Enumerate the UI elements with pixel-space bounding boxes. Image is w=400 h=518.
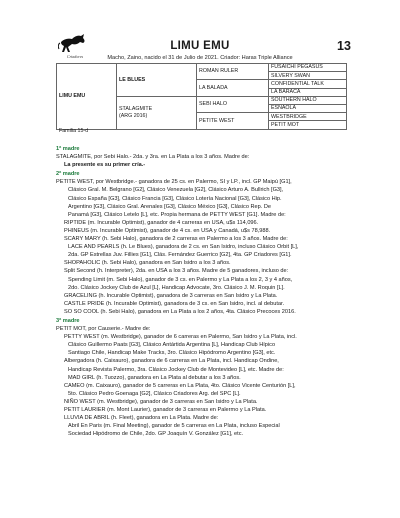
- text-line: 2da. GP Estrellas Juv. Fillies [G1], Clás. Fernández Guerrico [G2], 4ta. GP Criadores [G1].: [68, 252, 292, 259]
- text-line: MAD GIRL (h. Tuozzo), ganadora en La Plata al debutar a los 3 años.: [68, 374, 241, 381]
- text-line: PHINEUS (m. Incurable Optimist), ganador de 4 cs. en USA y Canadá, u$s 78,988.: [64, 227, 271, 234]
- ancestor-cell: CONFIDENTIAL TALK: [269, 80, 347, 88]
- third-dam-record: [56, 325, 348, 438]
- text-line: RIPTIDE (m. Incurable Optimist), ganador de 4 carreras en USA, u$s 114,096.: [64, 219, 259, 226]
- ancestor-cell: FUSAICHI PEGASUS: [269, 64, 347, 72]
- text-line: Clásico Gral. M. Belgrano [G2], Clásico Venezuela [G2], Clásico Arturo A. Bullrich [G3],: [68, 187, 284, 194]
- dam-dam-cell: PETITE WEST: [197, 113, 269, 129]
- pedigree-table: [56, 63, 347, 130]
- family-label: Familia 15-d: [59, 128, 89, 134]
- section-heading: 3ª madre: [56, 317, 80, 324]
- text-line: Handicap Revista Palermo, 3ra. Clásico Jockey Club de Montevideo [L], etc. Madre de:: [68, 366, 284, 373]
- dam-sire-cell: SEBI HALO: [197, 96, 269, 112]
- sire-cell: LE BLUES: [117, 64, 197, 97]
- text-line: NIÑO WEST (m. Westbridge), ganador de 3 carreras en San Isidro y La Plata.: [64, 398, 258, 405]
- sire-dam-cell: LA BALADA: [197, 80, 269, 96]
- horse-description: Macho, Zaino, nacido el 31 de Julio de 2021. Criador: Haras Triple Alliance: [107, 55, 293, 61]
- text-line: GRACELING (h. Incurable Optimist), ganadora de 3 carreras en San Isidro y La Plata.: [64, 292, 278, 299]
- text-line: Clásico España [G3], Clásico Francia [G3], Clásico Lotería Nacional [G3], Clásico Hip.: [68, 195, 282, 202]
- dam-name: STALAGMITE: [119, 106, 153, 113]
- text-line: PETITE WEST, por Westbridge.- ganadora de 25 cs. en Palermo, SI y LP., incl. GP Maipú [G1],: [56, 179, 292, 186]
- section-heading: 2ª madre: [56, 171, 80, 178]
- section-heading: 1ª madre: [56, 146, 80, 152]
- ancestor-cell: SILVERY SWAN: [269, 72, 347, 80]
- page-number: 13: [337, 39, 351, 53]
- text-line: LLUVIA DE ABRIL (h. Fleet), ganadora en La Plata. Madre de:: [64, 415, 219, 422]
- text-line: SCARY MARY (h. Sebi Halo), ganadora de 2 carreras en Palermo a los 3 años. Madre de:: [64, 236, 288, 243]
- text-line: Argentino [G3], Clásico Gral. Arenales [G3], Clásico México [G3], Clásico Rep. De: [68, 203, 272, 210]
- text-line: Santiago Chile, Handicap Make Tracks, 3ro. Clásico Hipódromo Argentino [G3], etc.: [68, 350, 276, 357]
- text-line: PETTY WEST (m. Westbridge), ganador de 6 carreras en Palermo, San Isidro y La Plata, incl.: [64, 334, 297, 341]
- second-dam-record: [56, 178, 348, 316]
- text-line: CAMEO (m. Caixauro), ganador de 5 carreras en La Plata, 4to. Clásico Vicente Centurión [L],: [64, 382, 296, 389]
- text-line: Spending Limit (m. Sebi Halo), ganador de 3 cs. en Palermo y La Plata a los 2, 3 y 4 años,: [68, 276, 293, 283]
- sire-sire-cell: ROMAN RULER: [197, 64, 269, 80]
- text-line: LACE AND PEARLS (h. Le Blues), ganadora de 2 cs. en San Isidro, incluso Clásico Orbit [L],: [68, 244, 299, 251]
- text-line: Panamá [G3], Clásico Letelo [L], etc. Propia hermana de PETTY WEST [G1]. Madre de:: [68, 211, 286, 218]
- text-line: STALAGMITE, por Sebi Halo.- 2da. y 3ra. en La Plata a los 3 años. Madre de:: [56, 154, 250, 161]
- text-line: SO SO COOL (h. Sebi Halo), ganadora en La Plata a los 2 años, 4ta. Clásico Precoces 2016.: [64, 308, 296, 315]
- text-line: CASTLE PRIDE (h. Incurable Optimist), ganadora de 3 cs. en San Isidro, incl. al debutar.: [64, 300, 285, 307]
- text-line: Abril En Paris (m. Final Meeting), ganador de 5 carreras en La Plata, incluso Especial: [68, 423, 280, 430]
- ancestor-cell: WESTBRIDGE: [269, 113, 347, 121]
- ancestor-cell: ESNAOLA: [269, 104, 347, 112]
- text-line: Albergadora (h. Caixauro), ganadora de 6 carreras en La Plata, incl. Handicap Ondine,: [64, 358, 279, 365]
- produce-record: [56, 144, 348, 438]
- text-line: SHOPAHOLIC (h. Sebi Halo), ganadora en San Isidro a los 3 años.: [64, 260, 231, 267]
- text-line: PETIT MOT, por Causerie.- Madre de:: [56, 326, 151, 333]
- horse-name-cell: LIMU EMU: [57, 64, 117, 130]
- text-line: Sociedad Hipódromo de Chile, 2do. GP Joaquín V. González [G1], etc.: [68, 431, 244, 438]
- ancestor-cell: LA BARACA: [269, 88, 347, 96]
- text-line: La presente es su primer cría.-: [64, 162, 146, 169]
- text-line: 5to. Clásico Pedro Goenaga [G2], Clásico Criadores Arg. del SPC [L].: [68, 390, 241, 397]
- dam-cell: [117, 96, 197, 129]
- text-line: 2do. Clásico Jockey Club de Azul [L], Handicap Advocate, 3ro. Clásico J. M. Roquin [L].: [68, 284, 285, 291]
- logo-text: Criadores: [66, 54, 84, 59]
- page-title: LIMU EMU: [170, 40, 230, 52]
- text-line: Clásico Guillermo Paats [G3], Clásico Antártida Argentina [L], Handicap Club Hípico: [68, 342, 276, 349]
- dam-note: (ARG 2016): [119, 112, 148, 119]
- text-line: PETIT LAURIER (m. Mont Laurier), ganador de 3 carreras en Palermo y La Plata.: [64, 407, 267, 413]
- ancestor-cell: SOUTHERN HALO: [269, 96, 347, 104]
- ancestor-cell: PETIT MOT: [269, 121, 347, 129]
- text-line: Split Second (h. Interpreter), 2da. en USA a los 3 años. Madre de 5 ganadores, incluso de:: [64, 268, 289, 275]
